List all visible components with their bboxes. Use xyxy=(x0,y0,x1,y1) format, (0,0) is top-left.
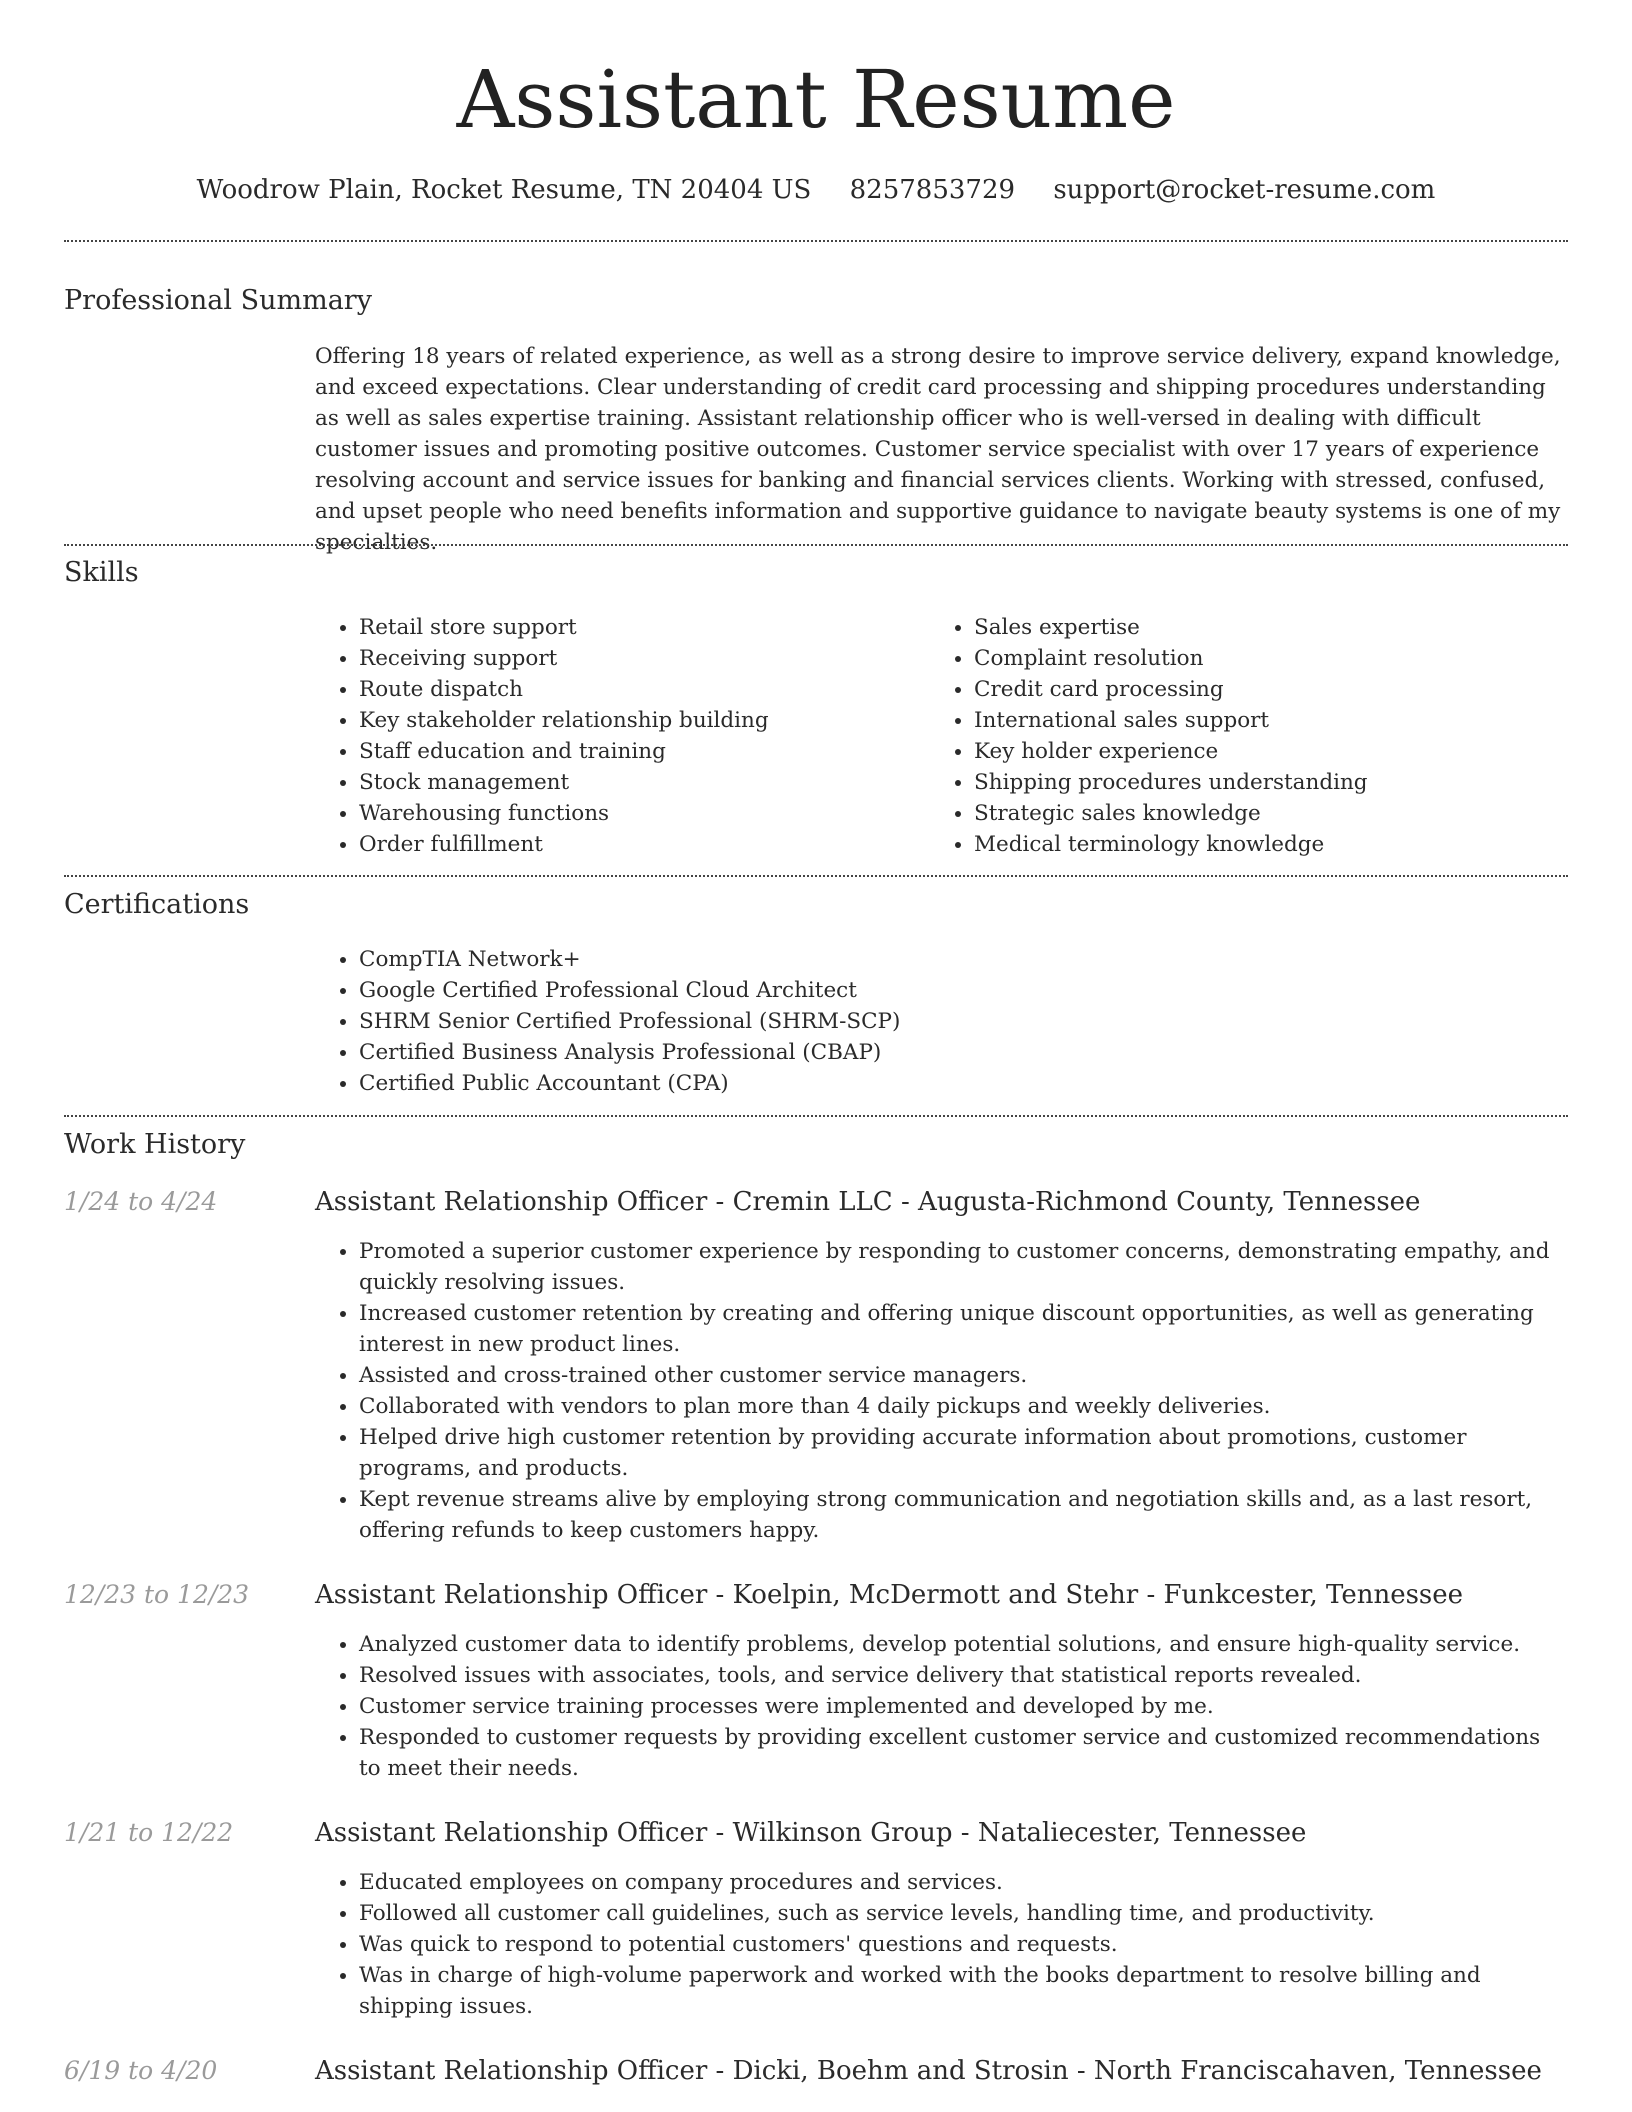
job-bullet: • Educated employees on company procedures and services. xyxy=(359,1867,1567,1898)
job-bullet: • Customer service training processes were implemented and developed by me. xyxy=(359,1691,1567,1722)
skill-item: • Order fulfillment xyxy=(359,829,769,860)
job-bullets xyxy=(315,1236,1567,1546)
skill-item-list xyxy=(315,612,769,860)
job-title: Assistant Relationship Officer - Koelpin, McDermott and Stehr - Funkcester, Tennessee xyxy=(315,1580,1464,1610)
certifications-heading: Certifications xyxy=(64,889,250,920)
work-history-heading: Work History xyxy=(64,1129,246,1160)
summary-heading: Professional Summary xyxy=(64,285,372,316)
job-dates: 6/19 to 4/20 xyxy=(64,2056,218,2085)
job-bullet-list xyxy=(315,1867,1567,2022)
skill-item: • Key holder experience xyxy=(974,736,1368,767)
job-bullet: • Assisted and cross-trained other customer service managers. xyxy=(359,1360,1567,1391)
contact-phone: 8257853729 xyxy=(849,175,1016,205)
certification-item: • CompTIA Network+ xyxy=(359,944,900,975)
certification-item-list xyxy=(315,944,900,1099)
job-bullet-list xyxy=(315,1629,1567,1784)
certifications-list xyxy=(315,944,900,1099)
job-dates: 1/24 to 4/24 xyxy=(64,1187,218,1216)
job-bullet: • Collaborated with vendors to plan more than 4 daily pickups and weekly deliveries. xyxy=(359,1391,1567,1422)
job-bullet: • Responded to customer requests by providing excellent customer service and customized recommendations to meet their needs. xyxy=(359,1722,1567,1784)
job-bullet: • Was quick to respond to potential customers' questions and requests. xyxy=(359,1929,1567,1960)
skill-item: • Retail store support xyxy=(359,612,769,643)
job-bullet: • Promoted a superior customer experience by responding to customer concerns, demonstrating empathy, and quickly resolving issues. xyxy=(359,1236,1567,1298)
job-title: Assistant Relationship Officer - Cremin LLC - Augusta-Richmond County, Tennessee xyxy=(315,1187,1421,1217)
resume-title: Assistant Resume xyxy=(456,53,1176,146)
skill-item: • Receiving support xyxy=(359,643,769,674)
certification-item: • Certified Business Analysis Professional (CBAP) xyxy=(359,1037,900,1068)
skill-item-list xyxy=(930,612,1368,860)
skill-item: • Key stakeholder relationship building xyxy=(359,705,769,736)
skills-column-right xyxy=(930,612,1368,860)
skill-item: • Route dispatch xyxy=(359,674,769,705)
skill-item: • Sales expertise xyxy=(974,612,1368,643)
job-bullet: • Kept revenue streams alive by employing strong communication and negotiation skills and, as a last resort, offering refunds to keep customers happy. xyxy=(359,1484,1567,1546)
summary-text: Offering 18 years of related experience, as well as a strong desire to improve service delivery, expand knowledge, and exceed expectations. Clear understanding of credit card processing and shipping procedures understanding as well as sales expertise training. Assistant relationship officer who is well-versed in dealing with difficult customer issues and promoting positive outcomes. Customer service specialist with over 17 years of experience resolving account and service issues for banking and financial services clients. Working with stressed, confused, and upset people who need benefits information and supportive guidance to navigate beauty systems is one of my specialties. xyxy=(315,344,1561,555)
job-bullet: • Resolved issues with associates, tools, and service delivery that statistical reports revealed. xyxy=(359,1660,1567,1691)
job-bullet: • Helped drive high customer retention by providing accurate information about promotions, customer programs, and products. xyxy=(359,1422,1567,1484)
job-bullets xyxy=(315,1867,1567,2022)
skills-column-left xyxy=(315,612,769,860)
job-bullet: • Increased customer retention by creating and offering unique discount opportunities, as well as generating interest in new product lines. xyxy=(359,1298,1567,1360)
job-bullet: • Followed all customer call guidelines, such as service levels, handling time, and productivity. xyxy=(359,1898,1567,1929)
skill-item: • International sales support xyxy=(974,705,1368,736)
certification-item: • Google Certified Professional Cloud Architect xyxy=(359,975,900,1006)
certification-item: • Certified Public Accountant (CPA) xyxy=(359,1068,900,1099)
skill-item: • Warehousing functions xyxy=(359,798,769,829)
skill-item: • Credit card processing xyxy=(974,674,1368,705)
skill-item: • Complaint resolution xyxy=(974,643,1368,674)
contact-address: Woodrow Plain, Rocket Resume, TN 20404 US xyxy=(196,175,812,205)
job-title: Assistant Relationship Officer - Wilkinson Group - Nataliecester, Tennessee xyxy=(315,1818,1307,1848)
skill-item: • Stock management xyxy=(359,767,769,798)
job-dates: 12/23 to 12/23 xyxy=(64,1580,250,1609)
job-bullet-list xyxy=(315,1236,1567,1546)
contact-line xyxy=(0,170,1632,210)
divider xyxy=(64,240,1568,242)
skills-heading: Skills xyxy=(64,557,139,588)
skill-item: • Staff education and training xyxy=(359,736,769,767)
job-title: Assistant Relationship Officer - Dicki, Boehm and Strosin - North Franciscahaven, Tennessee xyxy=(315,2056,1542,2086)
job-bullet: • Analyzed customer data to identify problems, develop potential solutions, and ensure high-quality service. xyxy=(359,1629,1567,1660)
contact-email: support@rocket-resume.com xyxy=(1053,175,1436,205)
divider xyxy=(64,1115,1568,1117)
skill-item: • Shipping procedures understanding xyxy=(974,767,1368,798)
job-bullet: • Was in charge of high-volume paperwork and worked with the books department to resolve billing and shipping issues. xyxy=(359,1960,1567,2022)
divider xyxy=(64,875,1568,877)
job-dates: 1/21 to 12/22 xyxy=(64,1818,234,1847)
certification-item: • SHRM Senior Certified Professional (SHRM-SCP) xyxy=(359,1006,900,1037)
skill-item: • Strategic sales knowledge xyxy=(974,798,1368,829)
job-bullets xyxy=(315,1629,1567,1784)
divider xyxy=(64,544,1568,546)
skill-item: • Medical terminology knowledge xyxy=(974,829,1368,860)
